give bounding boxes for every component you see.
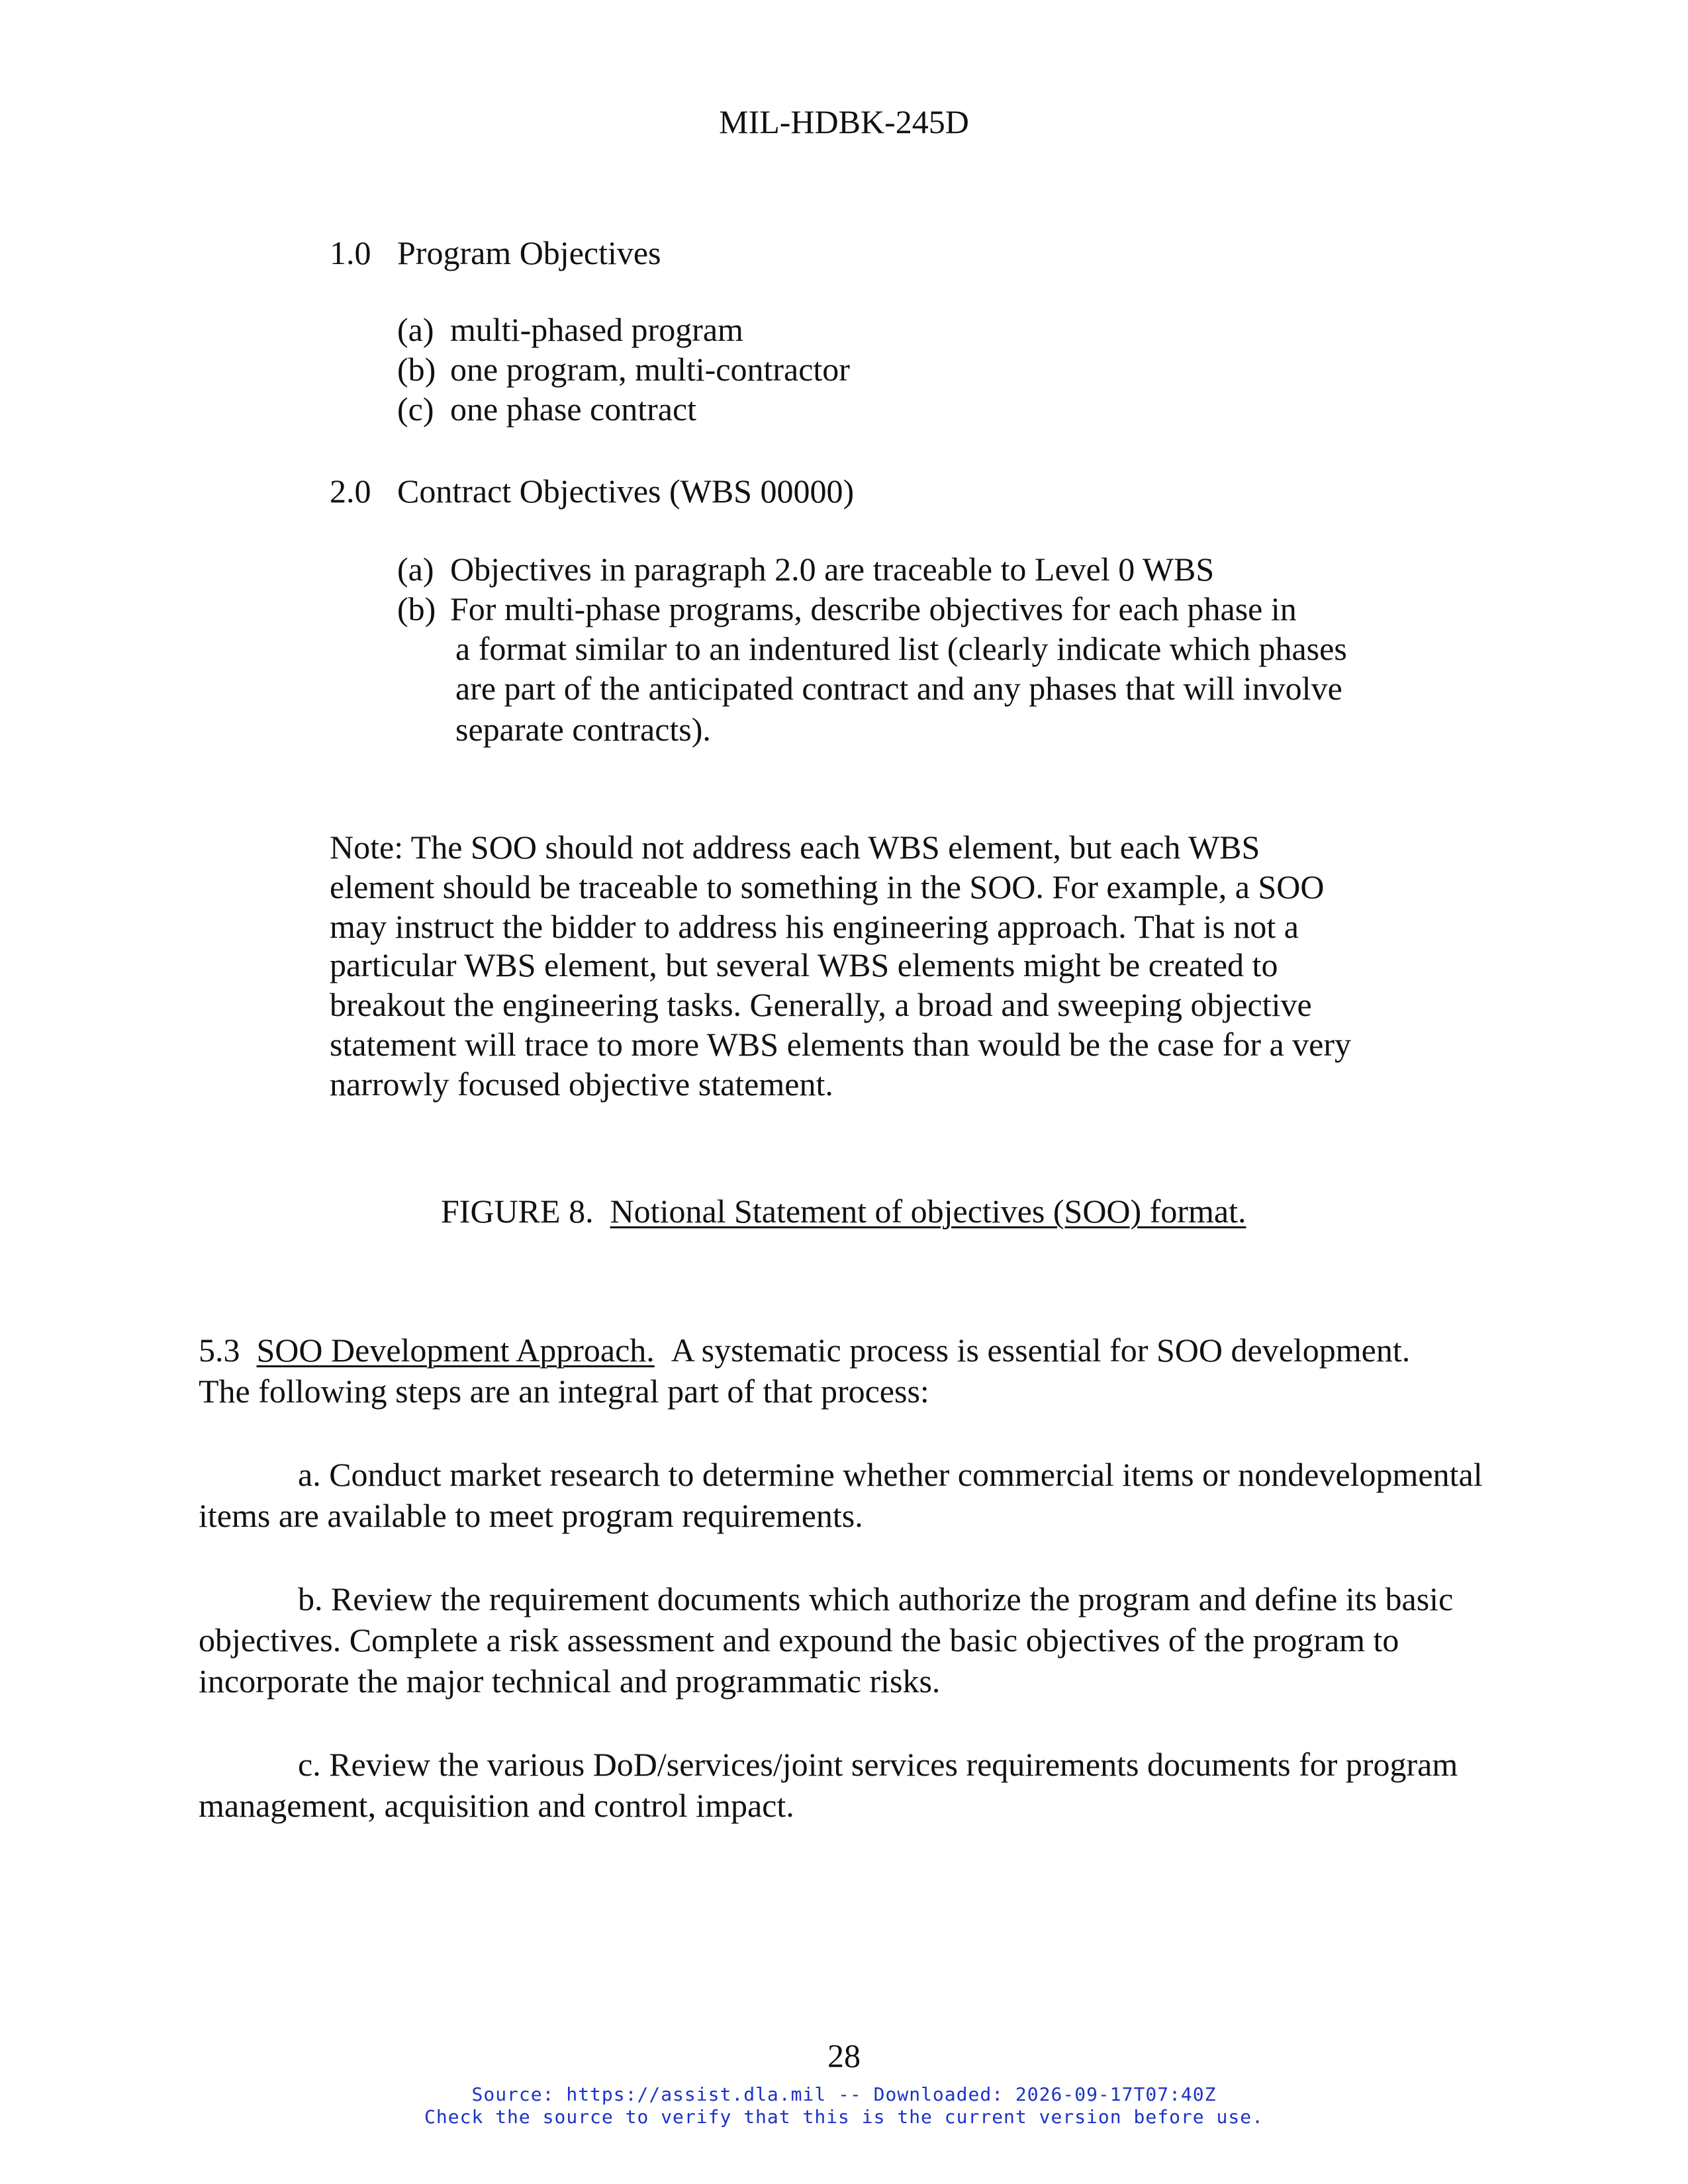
note-line: breakout the engineering tasks. Generally, a broad and sweeping objective bbox=[330, 986, 1312, 1023]
section-2-item-a-text: Objectives in paragraph 2.0 are traceable to Level 0 WBS bbox=[450, 551, 1215, 588]
step-a-line: items are available to meet program requirements. bbox=[199, 1497, 863, 1534]
section-1-item-c-text: one phase contract bbox=[450, 390, 697, 428]
step-b-line: b. Review the requirement documents which authorize the program and define its basic bbox=[298, 1580, 1454, 1617]
section-5-3-intro bbox=[199, 1330, 1410, 1370]
step-a-line: a. Conduct market research to determine whether commercial items or nondevelopmental bbox=[298, 1456, 1483, 1493]
section-2-item-b-line: For multi-phase programs, describe objectives for each phase in bbox=[450, 590, 1297, 627]
section-1-item-b-label: (b) bbox=[397, 351, 436, 388]
figure-label: FIGURE 8. bbox=[441, 1193, 594, 1230]
page-number: 28 bbox=[827, 2037, 861, 2074]
section-2-item-a-label: (a) bbox=[397, 551, 434, 588]
section-5-3-intro-line2: The following steps are an integral part of that process: bbox=[199, 1373, 929, 1410]
figure-caption bbox=[441, 1191, 1246, 1231]
section-5-3-intro-text: A systematic process is essential for SOO development. bbox=[671, 1332, 1411, 1369]
section-2-item-b-label: (b) bbox=[397, 590, 436, 627]
section-2-number: 2.0 bbox=[330, 473, 371, 510]
document-header-id: MIL-HDBK-245D bbox=[719, 103, 969, 140]
section-1-item-a-text: multi-phased program bbox=[450, 311, 743, 348]
section-2-item-b-line: are part of the anticipated contract and any phases that will involve bbox=[455, 670, 1342, 707]
section-2-item-b-line: a format similar to an indentured list (clearly indicate which phases bbox=[455, 630, 1347, 667]
note-line: particular WBS element, but several WBS elements might be created to bbox=[330, 946, 1278, 983]
note-line: may instruct the bidder to address his engineering approach. That is not a bbox=[330, 908, 1299, 945]
step-b-line: objectives. Complete a risk assessment and expound the basic objectives of the program to bbox=[199, 1621, 1399, 1659]
section-2-title: Contract Objectives (WBS 00000) bbox=[397, 473, 855, 510]
section-5-3-heading: SOO Development Approach. bbox=[256, 1332, 655, 1369]
section-1-item-b-text: one program, multi-contractor bbox=[450, 351, 850, 388]
section-1-item-a-label: (a) bbox=[397, 311, 434, 348]
section-1-title: Program Objectives bbox=[397, 234, 661, 271]
note-line: narrowly focused objective statement. bbox=[330, 1066, 833, 1103]
section-2-item-b-line: separate contracts). bbox=[455, 711, 711, 748]
step-b-line: incorporate the major technical and programmatic risks. bbox=[199, 1662, 941, 1700]
section-5-3-number: 5.3 bbox=[199, 1332, 240, 1369]
source-footer-line2: Check the source to verify that this is the current version before use. bbox=[424, 2106, 1264, 2128]
section-1-number: 1.0 bbox=[330, 234, 371, 271]
step-c-line: c. Review the various DoD/services/joint services requirements documents for program bbox=[298, 1746, 1458, 1783]
step-c-line: management, acquisition and control impact. bbox=[199, 1787, 794, 1824]
figure-caption-text: Notional Statement of objectives (SOO) format. bbox=[610, 1193, 1246, 1230]
section-1-item-c-label: (c) bbox=[397, 390, 434, 428]
source-footer-line1: Source: https://assist.dla.mil -- Downloaded: 2026-09-17T07:40Z bbox=[471, 2083, 1217, 2105]
note-line: Note: The SOO should not address each WBS element, but each WBS bbox=[330, 829, 1260, 866]
note-line: statement will trace to more WBS elements than would be the case for a very bbox=[330, 1026, 1352, 1063]
note-line: element should be traceable to something in the SOO. For example, a SOO bbox=[330, 868, 1325, 905]
